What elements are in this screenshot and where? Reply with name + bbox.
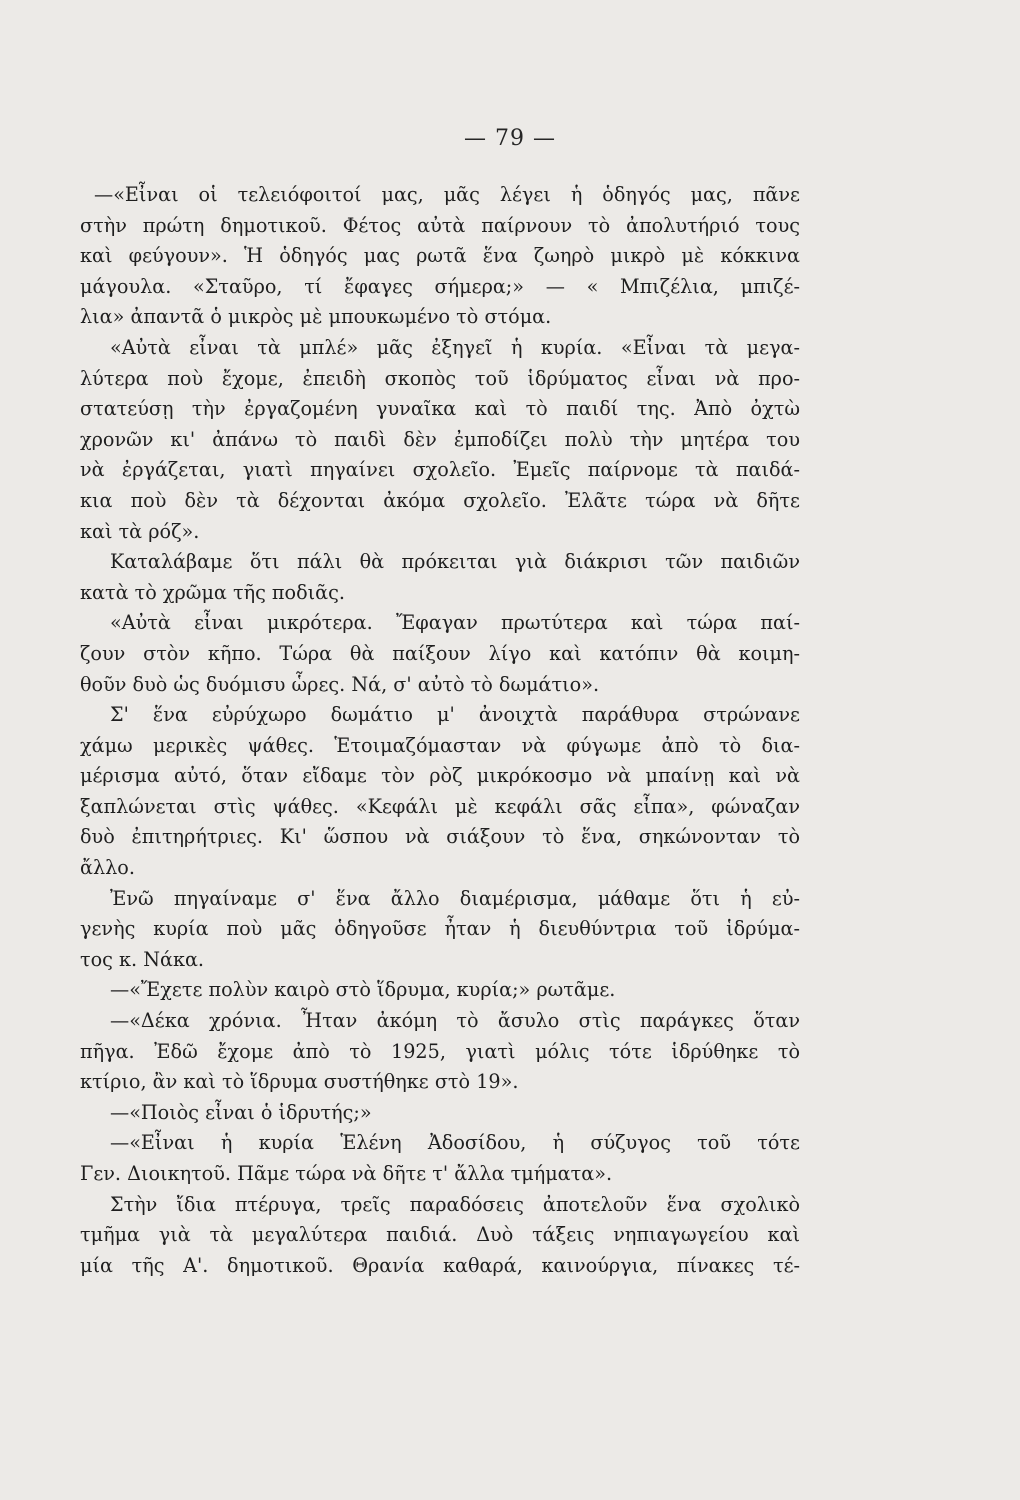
text-line: «Αὐτὰ εἶναι μικρότερα. Ἔφαγαν πρωτύτερα καὶ τώρα παί- [110, 611, 800, 635]
text-line: καὶ φεύγουν». Ἡ ὁδηγός μας ρωτᾶ ἕνα ζωηρὸ μικρὸ μὲ κόκκινα [80, 244, 800, 268]
body-text [80, 180, 800, 1281]
text-line: θοῦν δυὸ ὡς δυόμισυ ὧρες. Νά, σ' αὐτὸ τὸ δωμάτιο». [80, 672, 600, 696]
text-line: στατεύσῃ τὴν ἐργαζομένη γυναῖκα καὶ τὸ παιδί της. Ἀπὸ ὀχτὼ [80, 397, 800, 421]
text-line: λύτερα ποὺ ἔχομε, ἐπειδὴ σκοπὸς τοῦ ἱδρύματος εἶναι νὰ προ- [80, 366, 800, 390]
text-line: τος κ. Νάκα. [80, 947, 204, 971]
text-line: ζουν στὸν κῆπο. Τώρα θὰ παίξουν λίγο καὶ κατόπιν θὰ κοιμη- [80, 641, 800, 665]
text-line: κια ποὺ δὲν τὰ δέχονται ἀκόμα σχολεῖο. Ἐλᾶτε τώρα νὰ δῆτε [80, 488, 800, 512]
text-line: —«Εἶναι ἡ κυρία Ἑλένη Ἀδοσίδου, ἡ σύζυγος τοῦ τότε [110, 1131, 800, 1155]
text-line: Γεν. Διοικητοῦ. Πᾶμε τώρα νὰ δῆτε τ' ἄλλα τμήματα». [80, 1162, 613, 1185]
text-line: γενὴς κυρία ποὺ μᾶς ὁδηγοῦσε ἦταν ἡ διευθύντρια τοῦ ἱδρύμα- [80, 917, 800, 941]
text-line: χρονῶν κι' ἀπάνω τὸ παιδὶ δὲν ἐμποδίζει πολὺ τὴν μητέρα του [80, 427, 800, 451]
text-line: «Αὐτὰ εἶναι τὰ μπλέ» μᾶς ἐξηγεῖ ἡ κυρία. «Εἶναι τὰ μεγα- [110, 335, 800, 359]
text-line: Στὴν ἴδια πτέρυγα, τρεῖς παραδόσεις ἀποτελοῦν ἕνα σχολικὸ [110, 1192, 800, 1216]
text-line: Σ' ἕνα εὐρύχωρο δωμάτιο μ' ἀνοιχτὰ παράθυρα στρώνανε [110, 703, 800, 727]
text-line: ξαπλώνεται στὶς ψάθες. «Κεφάλι μὲ κεφάλι σᾶς εἶπα», φώναζαν [80, 794, 800, 818]
text-line: μάγουλα. «Σταῦρο, τί ἔφαγες σήμερα;» — « Μπιζέλια, μπιζέ- [80, 274, 800, 298]
text-line: —«Εἶναι οἱ τελειόφοιτοί μας, μᾶς λέγει ἡ ὁδηγός μας, πᾶνε [94, 183, 800, 206]
text-line: κτίριο, ἂν καὶ τὸ ἵδρυμα συστήθηκε στὸ 19». [80, 1070, 519, 1094]
text-line: πῆγα. Ἐδῶ ἔχομε ἀπὸ τὸ 1925, γιατὶ μόλις τότε ἱδρύθηκε τὸ [80, 1039, 800, 1063]
text-line: δυὸ ἐπιτηρήτριες. Κι' ὥσπου νὰ σιάξουν τὸ ἕνα, σηκώνονταν τὸ [80, 825, 800, 849]
text-line: νὰ ἐργάζεται, γιατὶ πηγαίνει σχολεῖο. Ἐμεῖς παίρνομε τὰ παιδά- [80, 458, 800, 482]
text-line: —«Δέκα χρόνια. Ἦταν ἀκόμη τὸ ἄσυλο στὶς παράγκες ὅταν [110, 1009, 800, 1033]
text-line: —«Ποιὸς εἶναι ὁ ἱδρυτής;» [110, 1100, 372, 1124]
text-line: στὴν πρώτη δημοτικοῦ. Φέτος αὐτὰ παίρνουν τὸ ἀπολυτήριό τους [80, 213, 800, 237]
text-line: τμῆμα γιὰ τὰ μεγαλύτερα παιδιά. Δυὸ τάξεις νηπιαγωγείου καὶ [80, 1223, 800, 1247]
text-line: μέρισμα αὐτό, ὅταν εἴδαμε τὸν ρὸζ μικρόκοσμο νὰ μπαίνῃ καὶ νὰ [80, 764, 800, 788]
text-line: Καταλάβαμε ὅτι πάλι θὰ πρόκειται γιὰ διάκρισι τῶν παιδιῶν [110, 550, 800, 574]
text-line: ἄλλο. [80, 856, 135, 880]
text-line: χάμω μερικὲς ψάθες. Ἑτοιμαζόμασταν νὰ φύγωμε ἀπὸ τὸ δια- [80, 733, 800, 757]
text-line: καὶ τὰ ρόζ». [80, 519, 200, 543]
text-line: Ἐνῶ πηγαίναμε σ' ἕνα ἄλλο διαμέρισμα, μάθαμε ὅτι ἡ εὐ- [110, 886, 800, 910]
text-line: κατὰ τὸ χρῶμα τῆς ποδιᾶς. [80, 580, 345, 604]
text-line: —«Ἔχετε πολὺν καιρὸ στὸ ἵδρυμα, κυρία;» ρωτᾶμε. [110, 978, 616, 1002]
text-line: λια» ἀπαντᾶ ὁ μικρὸς μὲ μπουκωμένο τὸ στόμα. [80, 305, 552, 329]
page-number: — 79 — [464, 126, 556, 151]
text-line: μία τῆς Α'. δημοτικοῦ. Θρανία καθαρά, καινούργια, πίνακες τέ- [80, 1253, 800, 1277]
